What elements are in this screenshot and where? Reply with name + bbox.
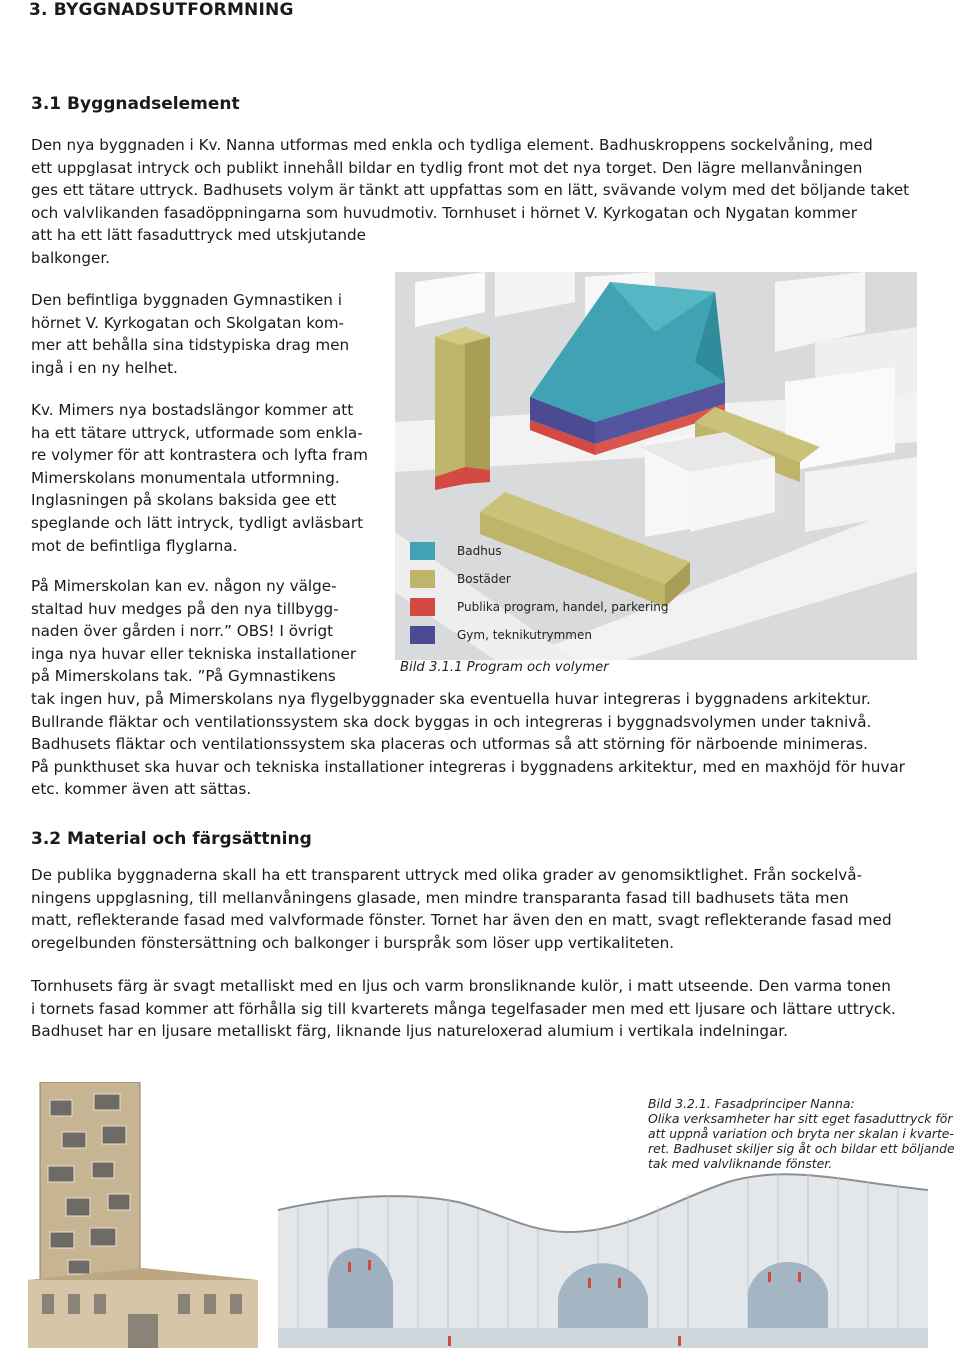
text-line: På Mimerskolan kan ev. någon ny välge-	[31, 577, 337, 595]
paragraph-intro	[31, 134, 909, 270]
text-line: ningens uppglasning, till mellanvåningens glasade, men mindre transparanta fasad till badhusets täta men	[31, 888, 849, 907]
caption-line: att uppnå variation och bryta ner skalan i kvarte-	[648, 1126, 954, 1141]
text-line: De publika byggnaderna skall ha ett transparent uttryck med olika grader av genomsiktlighet. Från sockelvå-	[31, 866, 863, 884]
figure1-caption: Bild 3.1.1 Program och volymer	[400, 660, 609, 675]
legend-swatch-bostader	[410, 570, 435, 588]
text-line: ha ett tätare uttryck, utformade som enkla-	[31, 423, 363, 442]
paragraph-colors	[31, 975, 896, 1043]
heading-3-1: 3.1 Byggnadselement	[31, 94, 240, 114]
text-line: på Mimerskolans tak. ”På Gymnastikens	[31, 667, 336, 686]
text-line: re volymer för att kontrastera och lyfta fram	[31, 446, 368, 465]
text-line: tak ingen huv, på Mimerskolans nya flygelbyggnader ska eventuella huvar integreras i byggnadens arkitektur.	[31, 689, 871, 708]
paragraph-gymnastiken	[31, 289, 349, 379]
text-line: Badhusets fläktar och ventilationssystem ska placeras och utformas så att störning för närboende minimeras.	[31, 735, 868, 754]
legend-label-publika: Publika program, handel, parkering	[457, 600, 669, 614]
text-line: ingå i en ny helhet.	[31, 358, 178, 377]
text-line: Badhuset har en ljusare metalliskt färg, liknande ljus natureloxerad alumium i vertikala indelningar.	[31, 1022, 788, 1041]
legend-swatch-publika	[410, 598, 435, 616]
caption-line: tak med valvliknande fönster.	[648, 1156, 833, 1171]
text-line: ges ett tätare uttryck. Badhusets volym är tänkt att uppfattas som en lätt, svävande volym med det böljande taket	[31, 181, 910, 200]
text-line: Bullrande fläktar och ventilationssystem ska dock byggas in och integreras i byggnadsvolymen under taknivå.	[31, 712, 872, 731]
text-line: naden över gården i norr.” OBS! I övrigt	[31, 622, 334, 641]
text-line: speglande och lätt intryck, tydligt avläsbart	[31, 513, 364, 532]
text-line: ett uppglasat intryck och publikt innehåll bildar en tydlig front mot det nya torget. Den lägre mellanvåningen	[31, 158, 863, 177]
paragraph-material	[31, 864, 892, 954]
caption-line: Olika verksamheter har sitt eget fasaduttryck för	[648, 1111, 953, 1126]
text-line: Tornhusets färg är svagt metalliskt med en ljus och varm bronsliknande kulör, i matt utseende. Den varma tonen	[31, 977, 891, 995]
text-line: mot de befintliga flyglarna.	[31, 536, 238, 555]
text-line: staltad huv medges på den nya tillbygg-	[31, 599, 339, 618]
legend-swatch-badhus	[410, 542, 435, 560]
text-line: matt, reflekterande fasad med valvformade fönster. Tornet har även den en matt, svagt reflekterande fasad med	[31, 911, 892, 930]
figure2-caption	[648, 1096, 960, 1171]
caption-line: ret. Badhuset skiljer sig åt och bildar ett böljande	[648, 1141, 955, 1156]
text-line: På punkthuset ska huvar och tekniska installationer integreras i byggnadens arkitektur, med en maxhöjd för huvar	[31, 757, 905, 776]
text-line: inga nya huvar eller tekniska installationer	[31, 644, 357, 663]
text-line: hörnet V. Kyrkogatan och Skolgatan kom-	[31, 313, 345, 332]
caption-line: Bild 3.2.1. Fasadprinciper Nanna:	[648, 1096, 855, 1111]
text-line: Den nya byggnaden i Kv. Nanna utformas med enkla och tydliga element. Badhuskroppens sockelvåning, med	[31, 136, 873, 154]
paragraph-mimer	[31, 399, 368, 557]
text-line: Mimerskolans monumentala utformning.	[31, 468, 340, 487]
text-line: balkonger.	[31, 248, 110, 267]
legend-swatch-gym	[410, 626, 435, 644]
text-line: mer att behålla sina tidstypiska drag men	[31, 336, 350, 355]
legend-label-bostader: Bostäder	[457, 572, 511, 586]
text-line: i tornets fasad kommer att förhålla sig till kvarterets många tegelfasader men med ett ljusare och lättare uttryck.	[31, 999, 896, 1018]
text-line: Inglasningen på skolans baksida gee ett	[31, 491, 337, 510]
text-line: Den befintliga byggnaden Gymnastiken i	[31, 291, 342, 309]
heading-3-2: 3.2 Material och färgsättning	[31, 829, 312, 849]
section-title: 3. BYGGNADSUTFORMNING	[29, 0, 294, 20]
text-line: Kv. Mimers nya bostadslängor kommer att	[31, 401, 354, 419]
text-line: att ha ett lätt fasaduttryck med utskjutande	[31, 226, 367, 245]
text-line: och valvlikanden fasadöppningarna som huvudmotiv. Tornhuset i hörnet V. Kyrkogatan och Nygatan kommer	[31, 203, 858, 222]
text-line: oregelbunden fönstersättning och balkonger i burspråk som löser upp vertikaliteten.	[31, 933, 675, 952]
legend-label-gym: Gym, teknikutrymmen	[457, 628, 592, 642]
text-line: etc. kommer även att sättas.	[31, 780, 252, 799]
legend-label-badhus: Badhus	[457, 544, 502, 558]
